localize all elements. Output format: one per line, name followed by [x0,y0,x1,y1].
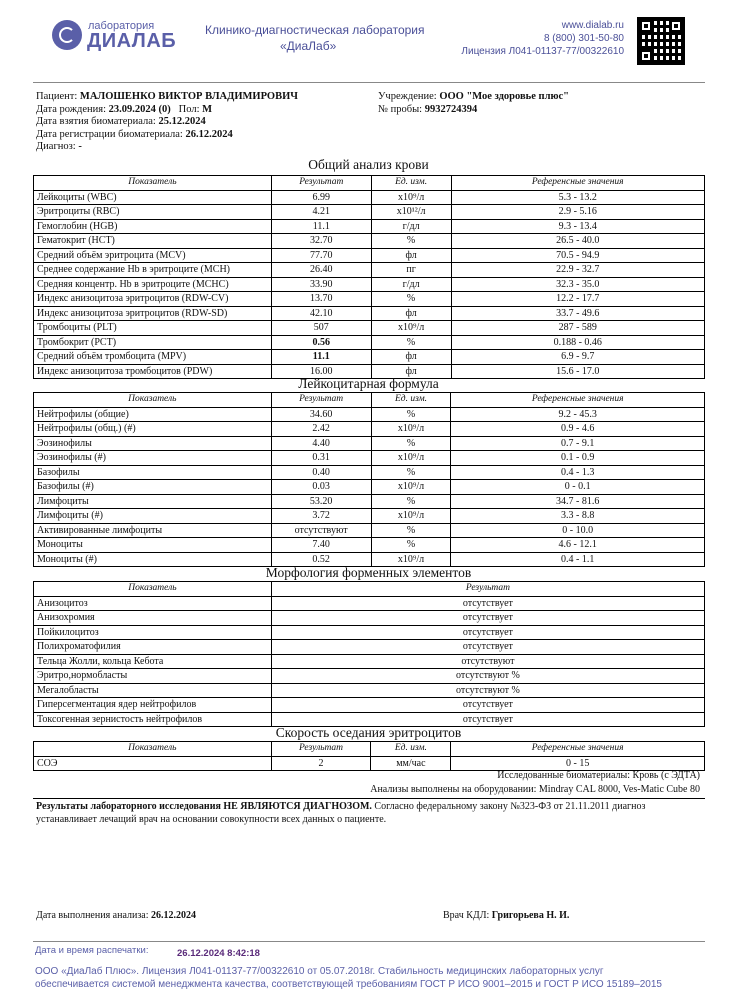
table-cell: Гематокрит (HCT) [34,234,272,249]
qr-code-icon [637,17,685,65]
table-cell: Лимфоциты [34,494,272,509]
table-cell: 0.188 - 0.46 [451,335,704,350]
table-cell: отсутствует [271,640,704,655]
lab-logo-icon [52,20,82,50]
table-cell: Нейтрофилы (общ.) (#) [34,422,272,437]
table-cell: отсутствует [271,596,704,611]
table-cell: Полихроматофилия [34,640,272,655]
table-row [34,321,705,336]
table-row [34,465,705,480]
website-link[interactable]: www.dialab.ru [561,20,624,31]
table-row [34,756,705,771]
table-header-row [34,742,705,757]
table-cell: Активированные лимфоциты [34,523,272,538]
table-cell: 9.3 - 13.4 [451,219,704,234]
institution-info: Учреждение: ООО "Мое здоровье плюс" № пробы: 9932724394 [378,91,569,115]
table-cell: % [371,538,451,553]
table-cell: 42.10 [271,306,371,321]
table-cell: отсутствует [271,698,704,713]
table-cell: 0.52 [271,552,371,567]
table-cell: фл [371,350,451,365]
table-cell: Средний объём тромбоцита (MPV) [34,350,272,365]
table-cell: СОЭ [34,756,272,771]
table-cell: x10⁹/л [371,190,451,205]
table-cell: 3.72 [271,509,371,524]
leukocyte-section-title: Лейкоцитарная формула [298,376,439,391]
logo-wordmark: ДИАЛАБ [87,30,177,52]
table-cell: Пойкилоцитоз [34,625,272,640]
table-cell: 26.40 [271,263,371,278]
table-cell: x10⁹/л [371,509,451,524]
table-cell: 0.03 [271,480,371,495]
table-cell: отсутствуют % [271,669,704,684]
analysis-date: Дата выполнения анализа: 26.12.2024 [36,910,196,921]
table-cell: x10⁹/л [371,552,451,567]
table-cell: 0.1 - 0.9 [451,451,705,466]
table-cell: Мегалобласты [34,683,272,698]
disclaimer: Результаты лабораторного исследования НЕ ЯВЛЯЮТСЯ ДИАГНОЗОМ. Согласно федеральному закону №323-ФЗ от 21.11.2011 диагноз устанавливает лечащий врач на основании совокупности всех данных о пациенте. [36,801,646,825]
table-cell: Средний объём эритроцита (MCV) [34,248,272,263]
disclaimer-bold: Результаты лабораторного исследования НЕ ЯВЛЯЮТСЯ ДИАГНОЗОМ. [36,801,372,812]
table-cell: Лейкоциты (WBC) [34,190,272,205]
table-cell: 12.2 - 17.7 [451,292,704,307]
table-cell: фл [371,306,451,321]
lab-title: Клинико-диагностическая лаборатория [205,23,425,37]
table-cell: 5.3 - 13.2 [451,190,704,205]
table-cell: Моноциты [34,538,272,553]
table-cell: 13.70 [271,292,371,307]
table-cell: 0.7 - 9.1 [451,436,705,451]
table-cell: 0 - 10.0 [451,523,705,538]
print-label: Дата и время распечатки: [35,945,149,956]
table-row [34,683,705,698]
table-row [34,277,705,292]
table-cell: Анизохромия [34,611,272,626]
table-row [34,494,705,509]
table-cell: 4.21 [271,205,371,220]
table-cell: отсутствуют [271,654,704,669]
column-header: Ед. изм. [371,742,451,757]
table-row [34,640,705,655]
table-cell: Индекс анизоцитоза эритроцитов (RDW-SD) [34,306,272,321]
table-cell: % [371,523,451,538]
table-cell: Среднее содержание Hb в эритроците (MCH) [34,263,272,278]
cbc-table [33,175,705,379]
table-cell: Средняя концентр. Hb в эритроците (MCHC) [34,277,272,292]
logo-caption: лаборатория [88,20,155,32]
column-header: Ед. изм. [371,393,451,408]
table-cell: Индекс анизоцитоза эритроцитов (RDW-CV) [34,292,272,307]
table-cell: 33.90 [271,277,371,292]
table-row [34,669,705,684]
table-cell: 0.56 [271,335,371,350]
table-cell: фл [371,248,451,263]
table-cell: 2 [271,756,371,771]
table-row [34,611,705,626]
table-cell: 32.70 [271,234,371,249]
column-header: Показатель [34,582,272,597]
table-cell: 2.9 - 5.16 [451,205,704,220]
column-header: Результат [271,742,371,757]
table-row [34,190,705,205]
biomaterial-note: Исследованные биоматериалы: Кровь (с ЭДТА) [497,770,700,781]
table-cell: 9.2 - 45.3 [451,407,705,422]
table-row [34,263,705,278]
table-row [34,205,705,220]
table-cell: Лимфоциты (#) [34,509,272,524]
table-cell: фл [371,364,451,379]
table-cell: x10⁹/л [371,321,451,336]
table-cell: Тельца Жолли, кольца Кебота [34,654,272,669]
table-cell: Индекс анизоцитоза тромбоцитов (PDW) [34,364,272,379]
table-cell: 7.40 [271,538,371,553]
column-header: Результат [271,176,371,191]
column-header: Референсные значения [451,393,705,408]
table-row [34,509,705,524]
table-row [34,306,705,321]
table-cell: 26.5 - 40.0 [451,234,704,249]
table-cell: 0 - 0.1 [451,480,705,495]
column-header: Показатель [34,393,272,408]
table-cell: 11.1 [271,350,371,365]
column-header: Результат [271,393,371,408]
table-header-row [34,176,705,191]
phone-number: 8 (800) 301-50-80 [543,33,624,44]
table-cell: % [371,494,451,509]
column-header: Референсные значения [451,176,704,191]
table-cell: Базофилы [34,465,272,480]
table-row [34,596,705,611]
table-cell: 6.9 - 9.7 [451,350,704,365]
table-row [34,422,705,437]
header-divider [33,82,705,83]
table-cell: 0.40 [271,465,371,480]
leukocyte-table [33,392,705,567]
table-cell: 0 - 15 [451,756,705,771]
morphology-section-title: Морфология форменных элементов [265,565,472,580]
table-cell: пг [371,263,451,278]
patient-name: МАЛОШЕНКО ВИКТОР ВЛАДИМИРОВИЧ [79,91,298,102]
equipment-note: Анализы выполнены на оборудовании: Mindray CAL 8000, Ves-Matic Cube 80 [370,784,700,795]
registration-date: 26.12.2024 [185,128,233,140]
institution-name: ООО "Мое здоровье плюс" [439,91,569,102]
table-row [34,234,705,249]
table-cell: Эритроциты (RBC) [34,205,272,220]
table-cell: отсутствуют [271,523,371,538]
table-cell: мм/час [371,756,451,771]
table-cell: 16.00 [271,364,371,379]
table-cell: x10⁹/л [371,422,451,437]
table-row [34,451,705,466]
lab-subtitle: «ДиаЛаб» [280,39,337,53]
table-cell: Нейтрофилы (общие) [34,407,272,422]
table-cell: x10⁹/л [371,451,451,466]
table-cell: Тромбокрит (PCT) [34,335,272,350]
table-row [34,335,705,350]
table-row [34,350,705,365]
table-cell: г/дл [371,277,451,292]
diagnosis-value: - [78,141,82,152]
table-cell: 15.6 - 17.0 [451,364,704,379]
table-cell: отсутствует [271,611,704,626]
table-row [34,436,705,451]
birth-date: 23.09.2024 (0) [108,103,171,115]
table-cell: 34.7 - 81.6 [451,494,705,509]
table-cell: 70.5 - 94.9 [451,248,704,263]
table-cell: отсутствует [271,625,704,640]
table-cell: Тромбоциты (PLT) [34,321,272,336]
table-row [34,219,705,234]
table-cell: % [371,407,451,422]
column-header: Результат [271,582,704,597]
table-row [34,625,705,640]
table-cell: 0.9 - 4.6 [451,422,705,437]
esr-section-title: Скорость оседания эритроцитов [275,725,462,740]
table-header-row [34,582,705,597]
table-cell: 2.42 [271,422,371,437]
table-cell: Эритро,нормобласты [34,669,272,684]
table-row [34,407,705,422]
table-row [34,523,705,538]
morphology-table [33,581,705,727]
table-cell: 33.7 - 49.6 [451,306,704,321]
table-cell: % [371,465,451,480]
table-cell: 4.40 [271,436,371,451]
table-cell: 287 - 589 [451,321,704,336]
esr-table [33,741,705,771]
sample-taken-date: 25.12.2024 [158,116,206,127]
lab-contacts [461,19,624,58]
table-cell: x10¹²/л [371,205,451,220]
table-cell: 507 [271,321,371,336]
table-row [34,480,705,495]
table-cell: 0.4 - 1.1 [451,552,705,567]
table-cell: Гиперсегментация ядер нейтрофилов [34,698,272,713]
column-header: Показатель [34,742,272,757]
table-cell: 0.4 - 1.3 [451,465,705,480]
table-cell: Токсогенная зернистость нейтрофилов [34,712,272,727]
table-row [34,698,705,713]
table-cell: Эозинофилы [34,436,272,451]
cbc-section-title: Общий анализ крови [308,157,429,172]
table-cell: % [371,234,451,249]
table-row [34,538,705,553]
table-row [34,654,705,669]
license-text: Лицензия Л041-01137-77/00322610 [461,46,624,57]
table-cell: x10⁹/л [371,480,451,495]
column-header: Показатель [34,176,272,191]
table-cell: 4.6 - 12.1 [451,538,705,553]
table-cell: % [371,292,451,307]
table-cell: г/дл [371,219,451,234]
table-cell: 3.3 - 8.8 [451,509,705,524]
table-cell: отсутствует [271,712,704,727]
table-cell: 22.9 - 32.7 [451,263,704,278]
footer-divider [33,941,705,942]
table-cell: Эозинофилы (#) [34,451,272,466]
table-row [34,248,705,263]
patient-info: Пациент: МАЛОШЕНКО ВИКТОР ВЛАДИМИРОВИЧ Дата рождения: 23.09.2024 (0) Пол: М Дата взятия биоматериала: 25.12.2024 Дата регистрации биоматериала: 26.12.2024 Диагноз: - [36,91,298,152]
table-cell: 53.20 [271,494,371,509]
table-cell: 32.3 - 35.0 [451,277,704,292]
column-header: Ед. изм. [371,176,451,191]
doctor-signature: Врач КДЛ: Григорьева Н. И. [443,910,570,921]
table-row [34,292,705,307]
table-cell: Анизоцитоз [34,596,272,611]
sample-number: 9932724394 [424,103,478,115]
table-cell: % [371,335,451,350]
table-cell: отсутствуют % [271,683,704,698]
notes-divider [33,798,705,799]
table-cell: Гемоглобин (HGB) [34,219,272,234]
table-cell: 6.99 [271,190,371,205]
table-cell: 0.31 [271,451,371,466]
table-cell: % [371,436,451,451]
sex-value: М [202,103,213,115]
table-cell: 77.70 [271,248,371,263]
print-timestamp: 26.12.2024 8:42:18 [177,948,260,959]
license-footer: ООО «ДиаЛаб Плюс». Лицензия Л041-01137-77/00322610 от 05.07.2018г. Стабильность медицинских лабораторных услуг обеспечивается системой менеджмента качества, соответствующей требованиям ГОСТ Р ИСО 9001–2015 и ГОСТ Р ИСО 15189–2015 [35,966,662,990]
table-cell: Базофилы (#) [34,480,272,495]
table-cell: Моноциты (#) [34,552,272,567]
column-header: Референсные значения [451,742,705,757]
table-header-row [34,393,705,408]
table-cell: 34.60 [271,407,371,422]
table-cell: 11.1 [271,219,371,234]
